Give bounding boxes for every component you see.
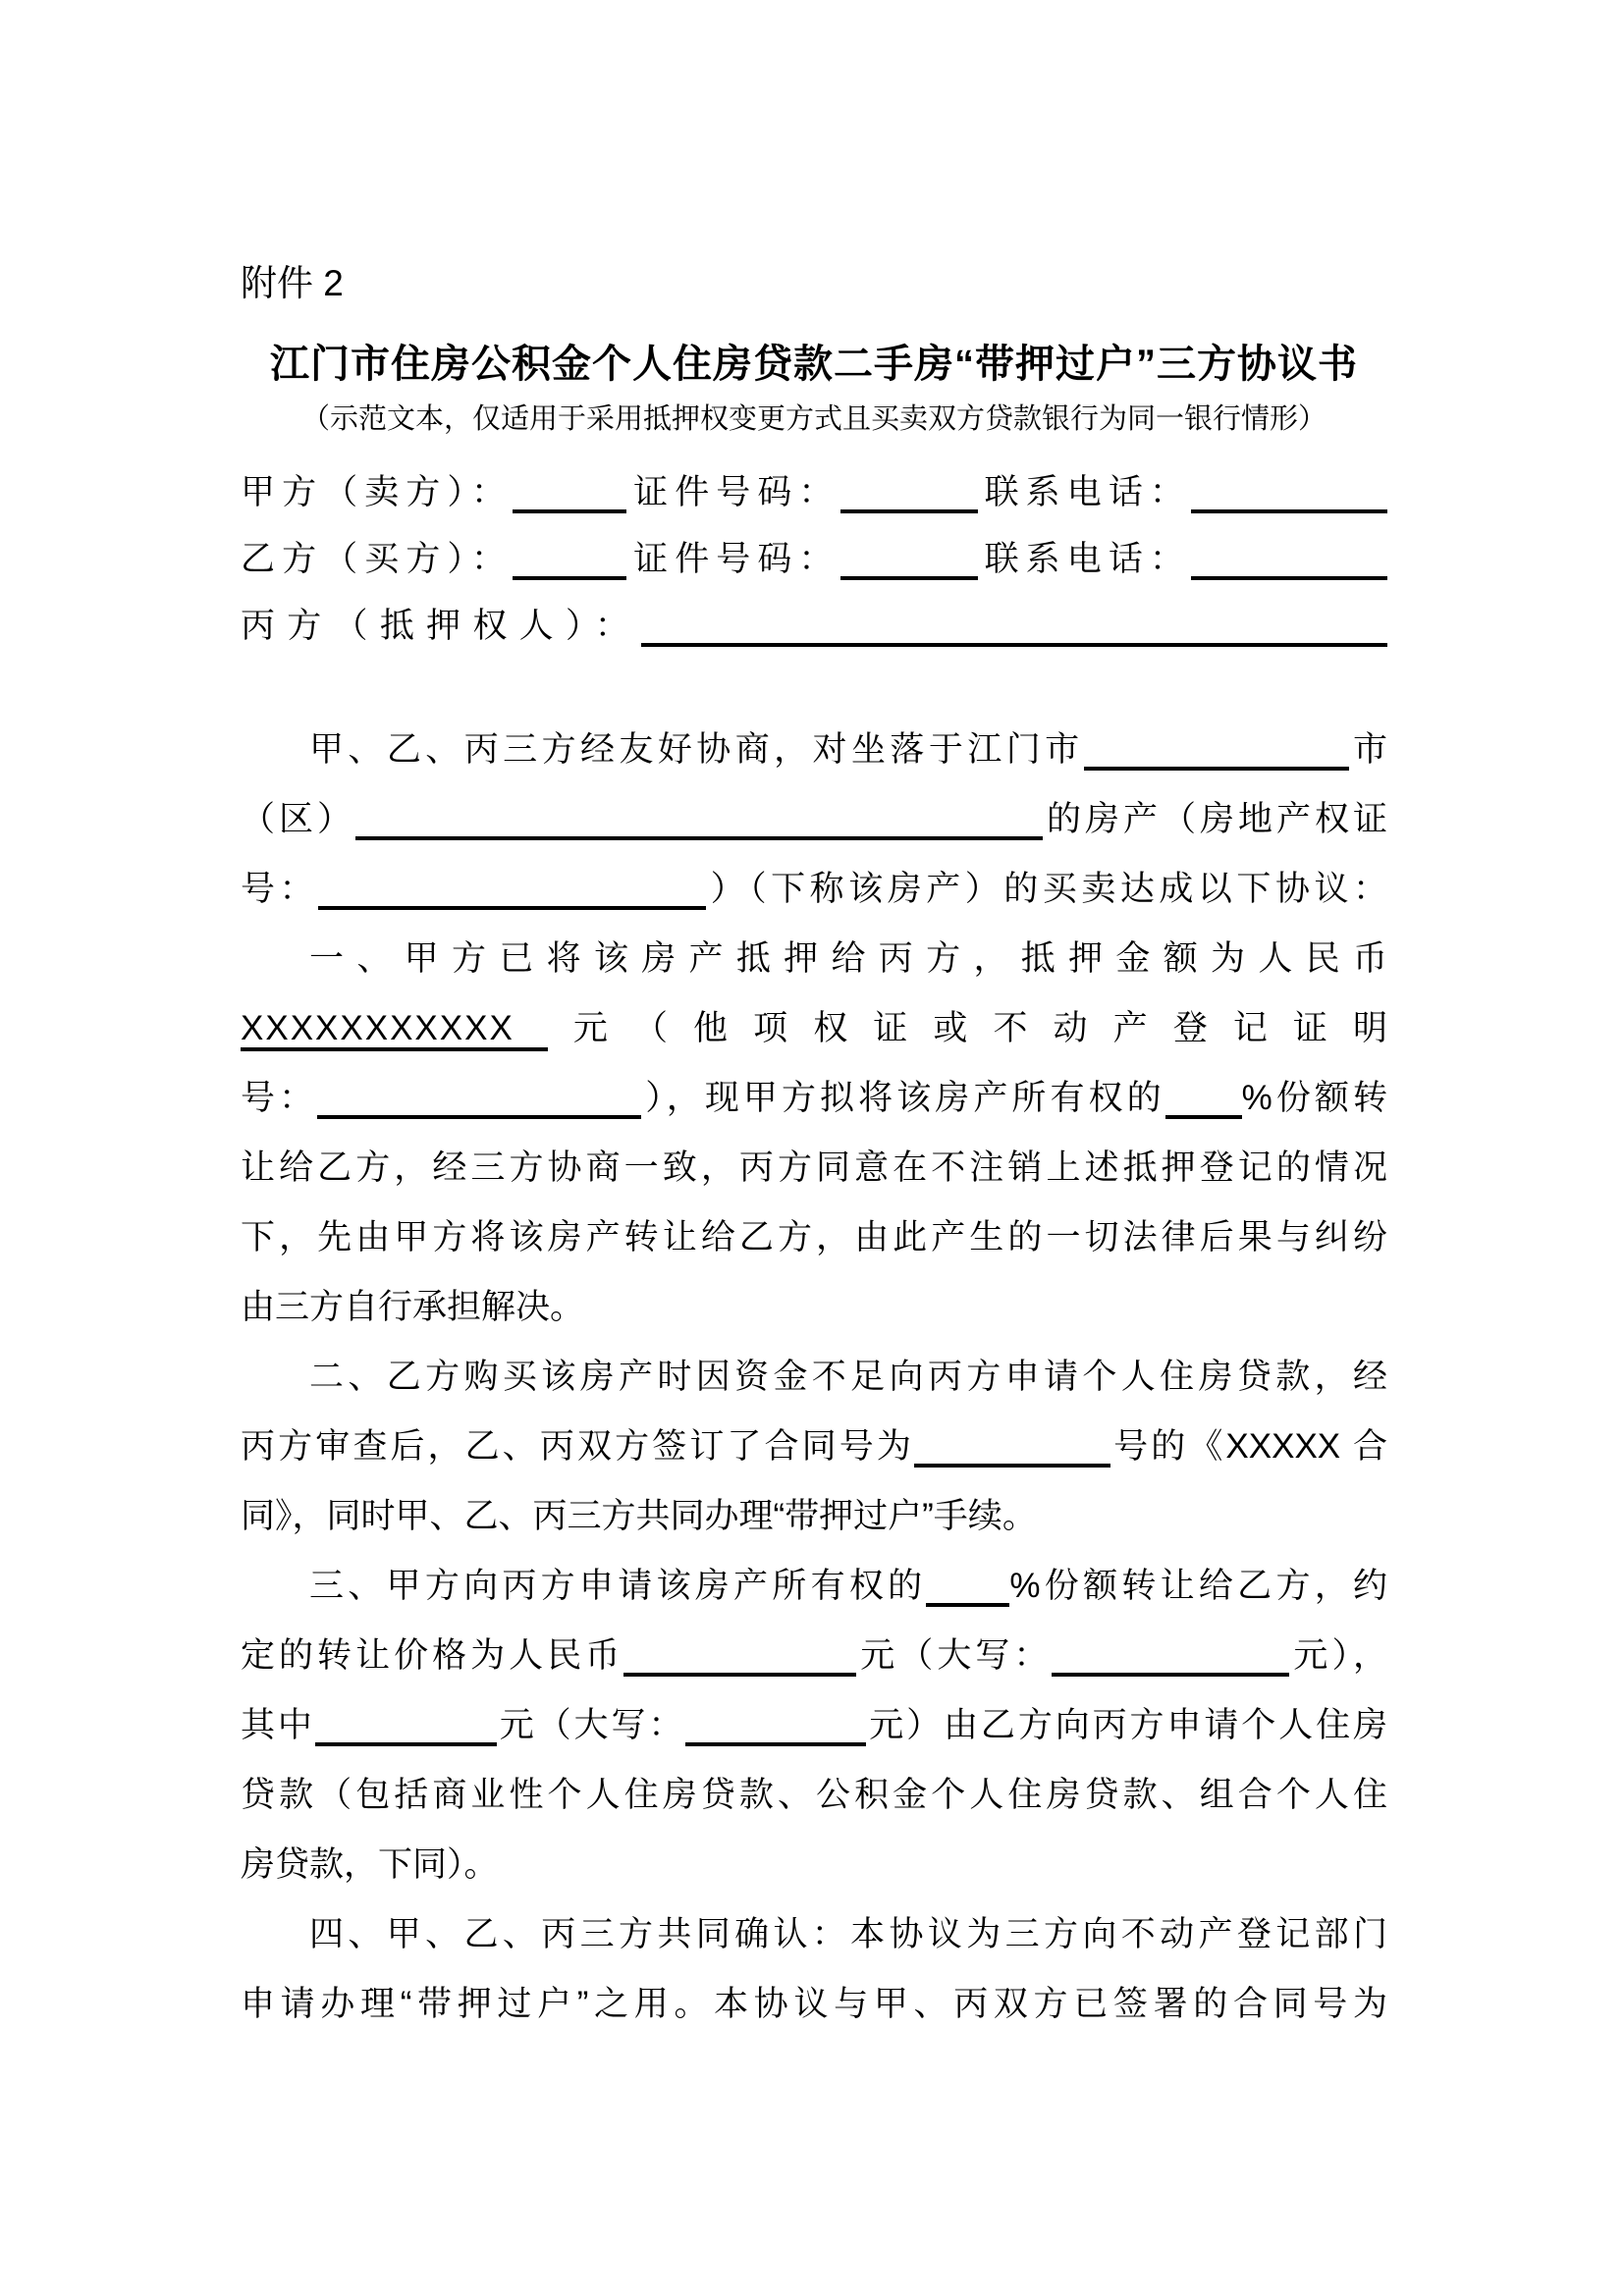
party-a-phone-blank — [1191, 468, 1387, 513]
section-2-text-1: 二、乙方购买该房产时因资金不足向丙方申请个人住房贷款，经 — [309, 1358, 1387, 1396]
section-2-line-1 — [241, 1342, 1387, 1412]
intro-line-3 — [241, 854, 1387, 924]
party-row-mortgagee — [241, 593, 1387, 660]
section-2-line-2 — [241, 1412, 1387, 1481]
document-subtitle: （示范文本，仅适用于采用抵押权变更方式且买卖双方贷款银行为同一银行情形） — [300, 403, 1326, 435]
document-title: 江门市住房公积金个人住房贷款二手房“带押过户”三方协议书 — [270, 343, 1358, 386]
mortgage-amount-value: XXXXXXXXXXX — [241, 1009, 548, 1051]
section-2-line-3 — [241, 1481, 1387, 1551]
section-1-text-1: 一、甲方已将该房产抵押给丙方，抵押金额为人民币 — [309, 939, 1387, 978]
party-b-phone-label: 联系电话： — [977, 540, 1191, 578]
section-1-text-6: 由三方自行承担解决。 — [241, 1288, 585, 1326]
attachment-label: 附件 2 — [241, 263, 344, 303]
party-row-seller — [241, 459, 1387, 526]
section-3-text-2c: 元）， — [1289, 1636, 1387, 1675]
transfer-price-blank — [623, 1631, 856, 1677]
party-b-id-blank — [840, 535, 978, 580]
section-1-line-5 — [241, 1202, 1387, 1272]
section-3-text-2b: 元（大写： — [856, 1636, 1053, 1675]
section-4-line-1 — [241, 1899, 1387, 1969]
party-row-buyer — [241, 526, 1387, 593]
section-3-text-3b: 元（大写： — [496, 1706, 686, 1744]
section-3-line-1 — [241, 1551, 1387, 1621]
ownership-share-percent-blank — [1165, 1074, 1242, 1119]
section-1-text-3a: 号： — [241, 1079, 318, 1117]
transfer-share-percent-blank — [926, 1562, 1009, 1607]
intro-line-2 — [241, 784, 1387, 854]
section-1-text-3b: ），现甲方拟将该房产所有权的 — [641, 1079, 1165, 1117]
section-2-text-3: 同》，同时甲、乙、丙三方共同办理“带押过户”手续。 — [241, 1497, 1037, 1535]
section-3-text-3a: 其中 — [241, 1706, 315, 1744]
other-right-cert-no-blank — [317, 1074, 641, 1119]
section-4-text-1: 四、甲、乙、丙三方共同确认：本协议为三方向不动产登记部门 — [309, 1915, 1387, 1953]
section-3-text-1a: 三、甲方向丙方申请该房产所有权的 — [309, 1567, 927, 1605]
section-1-line-2 — [241, 993, 1387, 1063]
district-address-blank — [355, 795, 1043, 840]
section-1-line-1 — [241, 924, 1387, 993]
intro-line-1 — [241, 715, 1387, 784]
section-3-line-4 — [241, 1760, 1387, 1830]
party-c-name-blank — [641, 602, 1387, 647]
loan-amount-capital-blank — [685, 1701, 866, 1746]
party-a-name-blank — [513, 468, 626, 513]
section-3-text-2a: 定的转让价格为人民币 — [241, 1636, 624, 1675]
intro-text-1b: 市 — [1348, 730, 1387, 769]
section-1-text-5: 下，先由甲方将该房产转让给乙方，由此产生的一切法律后果与纠纷 — [241, 1218, 1387, 1256]
intro-text-2b: 的房产（房地产权证 — [1043, 800, 1387, 838]
section-1-text-4: 让给乙方，经三方协商一致，丙方同意在不注销上述抵押登记的情况 — [241, 1148, 1387, 1187]
section-1-text-2b: 元（他项权证或不动产登记证明 — [547, 1009, 1387, 1047]
parties-block — [241, 459, 1387, 660]
intro-text-3b: ）（下称该房产）的买卖达成以下协议： — [706, 870, 1387, 908]
party-a-role-label: 甲方（卖方）： — [241, 473, 514, 511]
intro-text-3a: 号： — [241, 870, 319, 908]
party-a-phone-label: 联系电话： — [977, 473, 1191, 511]
party-a-id-label: 证件号码： — [626, 473, 840, 511]
party-b-id-label: 证件号码： — [626, 540, 840, 578]
section-3-line-5 — [241, 1830, 1387, 1899]
transfer-price-capital-blank — [1052, 1631, 1289, 1677]
property-cert-no-blank — [318, 865, 706, 910]
intro-text-1a: 甲、乙、丙三方经友好协商，对坐落于江门市 — [309, 730, 1084, 769]
party-b-role-label: 乙方（买方）： — [241, 540, 514, 578]
section-2-text-2a: 丙方审查后，乙、丙双方签订了合同号为 — [241, 1427, 914, 1466]
section-1-line-4 — [241, 1133, 1387, 1202]
section-4-text-2: 申请办理“带押过户”之用。本协议与甲、丙双方已签署的合同号为 — [241, 1985, 1387, 2023]
intro-text-2a: （区） — [241, 800, 355, 838]
loan-contract-no-blank — [914, 1422, 1110, 1468]
section-3-text-4: 贷款（包括商业性个人住房贷款、公积金个人住房贷款、组合个人住 — [241, 1776, 1387, 1814]
section-3-text-1b: %份额转让给乙方，约 — [1009, 1567, 1387, 1605]
section-1-text-3c: %份额转 — [1241, 1079, 1387, 1117]
party-c-role-label: 丙方（抵押权人）： — [241, 607, 641, 645]
section-3-text-5: 房贷款，下同）。 — [241, 1845, 499, 1884]
loan-amount-blank — [315, 1701, 497, 1746]
section-2-text-2b: 号的《XXXXX 合 — [1110, 1427, 1387, 1466]
section-4-line-2 — [241, 1969, 1387, 2039]
section-3-text-3c: 元）由乙方向丙方申请个人住房 — [866, 1706, 1387, 1744]
section-3-line-3 — [241, 1690, 1387, 1760]
party-a-id-blank — [840, 468, 978, 513]
section-1-line-6 — [241, 1272, 1387, 1342]
agreement-body — [241, 715, 1387, 2039]
party-b-phone-blank — [1191, 535, 1387, 580]
city-blank — [1084, 725, 1349, 771]
section-3-line-2 — [241, 1621, 1387, 1690]
section-1-line-3 — [241, 1063, 1387, 1133]
party-b-name-blank — [513, 535, 626, 580]
